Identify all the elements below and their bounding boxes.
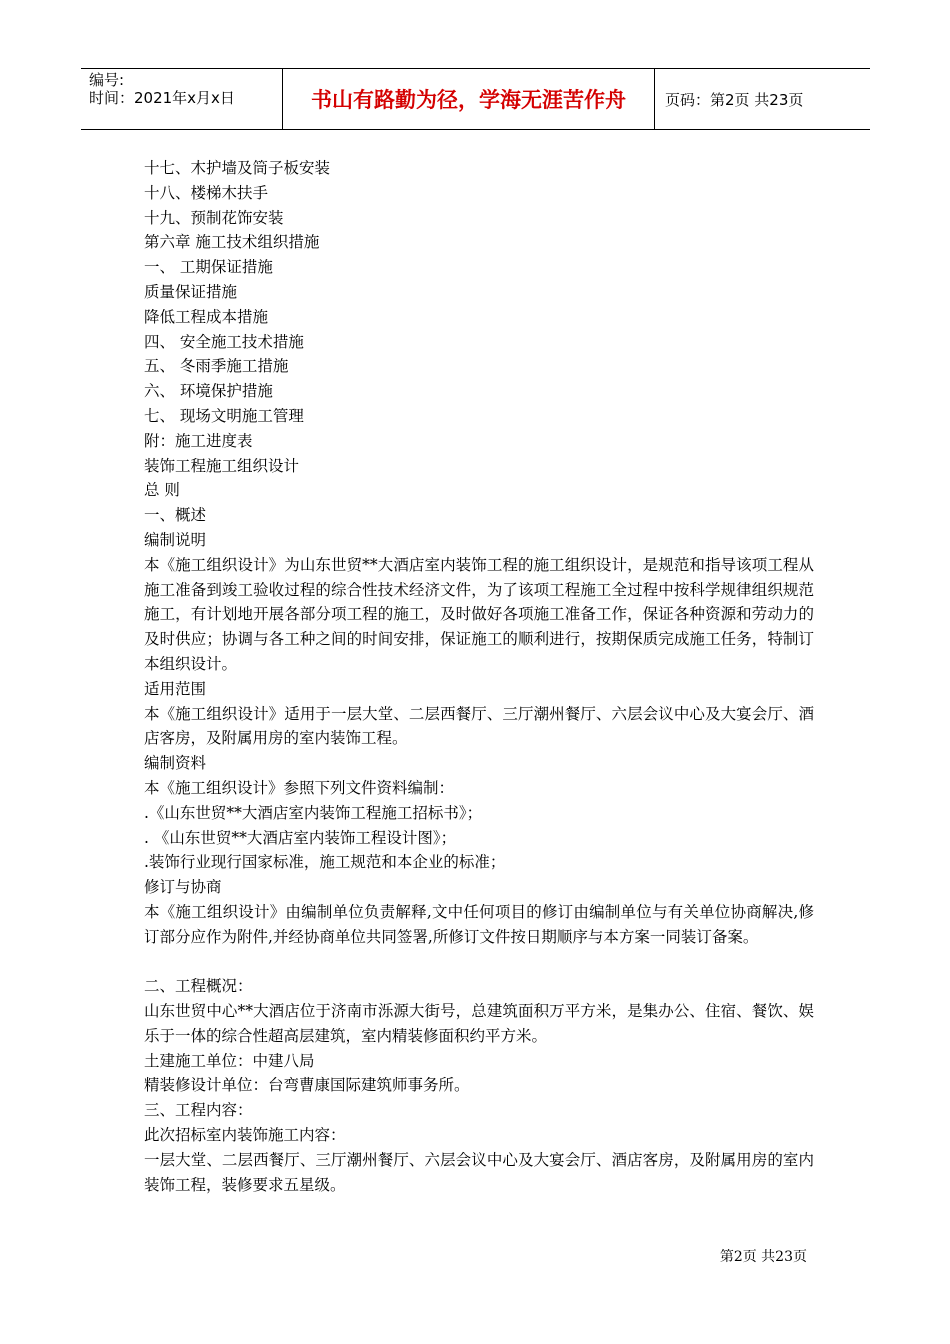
toc-line: 一、 工期保证措施	[144, 258, 273, 277]
materials-line: . 《山东世贸**大酒店室内装饰工程设计图》；	[144, 828, 457, 847]
toc-line: 质量保证措施	[144, 282, 238, 301]
subsection-heading: 适用范围	[144, 679, 207, 698]
document-body	[144, 156, 819, 1197]
document-title: 装饰工程施工组织设计	[144, 456, 300, 475]
blank-line	[144, 950, 819, 975]
toc-line: 七、 现场文明施工管理	[144, 406, 304, 425]
project-paragraph: 山东世贸中心**大酒店位于济南市泺源大街号，总建筑面积万平方米，是集办公、住宿、餐饮、娱乐于一体的综合性超高层建筑，室内精装修面积约平方米。	[144, 1002, 814, 1045]
page-header	[81, 68, 870, 130]
serial-label: 编号:	[89, 71, 125, 89]
overview-paragraph: 本《施工组织设计》为山东世贸**大酒店室内装饰工程的施工组织设计，是规范和指导该项工程从施工准备到竣工验收过程的综合性技术经济文件，为了该项工程施工全过程中按科学规律组织规范施工，有计划地开展各部分项工程的施工，及时做好各项施工准备工作，保证各种资源和劳动力的及时供应；协调与各工种之间的时间安排，保证施工的顺利进行，按期保质完成施工任务，特制订本组织设计。	[144, 555, 814, 673]
section-heading: 总 则	[144, 481, 180, 500]
toc-line: 十九、预制花饰安装	[144, 208, 284, 227]
revision-paragraph: 本《施工组织设计》由编制单位负责解释,文中任何项目的修订由编制单位与有关单位协商解决,修订部分应作为附件,并经协商单位共同签署,所修订文件按日期顺序与本方案一同装订备案。	[144, 902, 814, 946]
toc-line: 四、 安全施工技术措施	[144, 332, 304, 351]
toc-line: 十七、木护墙及筒子板安装	[144, 159, 331, 177]
materials-line: 本《施工组织设计》参照下列文件资料编制：	[144, 778, 455, 797]
date-line: 时间：2021年x月x日	[89, 89, 235, 107]
header-meta	[81, 69, 283, 129]
toc-line: 降低工程成本措施	[144, 307, 269, 326]
materials-line: .装饰行业现行国家标准，施工规范和本企业的标准；	[144, 853, 506, 872]
content-paragraph: 一层大堂、二层西餐厅、三厅潮州餐厅、六层会议中心及大宴会厅、酒店客房，及附属用房的室内装饰工程，装修要求五星级。	[144, 1150, 814, 1194]
scope-paragraph: 本《施工组织设计》适用于一层大堂、二层西餐厅、三厅潮州餐厅、六层会议中心及大宴会厅、酒店客房，及附属用房的室内装饰工程。	[144, 704, 814, 748]
toc-line: 十八、楼梯木扶手	[144, 183, 269, 202]
chapter-heading: 第六章 施工技术组织措施	[144, 233, 320, 252]
design-unit-line: 精装修设计单位：台弯曹康国际建筑师事务所。	[144, 1076, 470, 1095]
section-heading: 二、工程概况：	[144, 977, 253, 996]
toc-line: 附：施工进度表	[144, 431, 253, 450]
section-heading: 三、工程内容：	[144, 1101, 253, 1120]
header-page-info: 页码：第2页 共23页	[665, 90, 804, 109]
civil-unit-line: 土建施工单位：中建八局	[144, 1051, 315, 1070]
scope-intro-line: 此次招标室内装饰施工内容：	[144, 1126, 346, 1145]
materials-line: .《山东世贸**大酒店室内装饰工程施工招标书》；	[144, 803, 483, 822]
toc-line: 六、 环境保护措施	[144, 382, 273, 401]
page-footer: 第2页 共23页	[719, 1249, 807, 1265]
section-heading: 一、概述	[144, 506, 207, 525]
subsection-heading: 编制资料	[144, 754, 207, 773]
header-motto: 书山有路勤为径，学海无涯苦作舟	[283, 69, 655, 129]
subsection-heading: 修订与协商	[144, 878, 222, 897]
toc-line: 五、 冬雨季施工措施	[144, 357, 289, 376]
subsection-heading: 编制说明	[144, 530, 207, 549]
